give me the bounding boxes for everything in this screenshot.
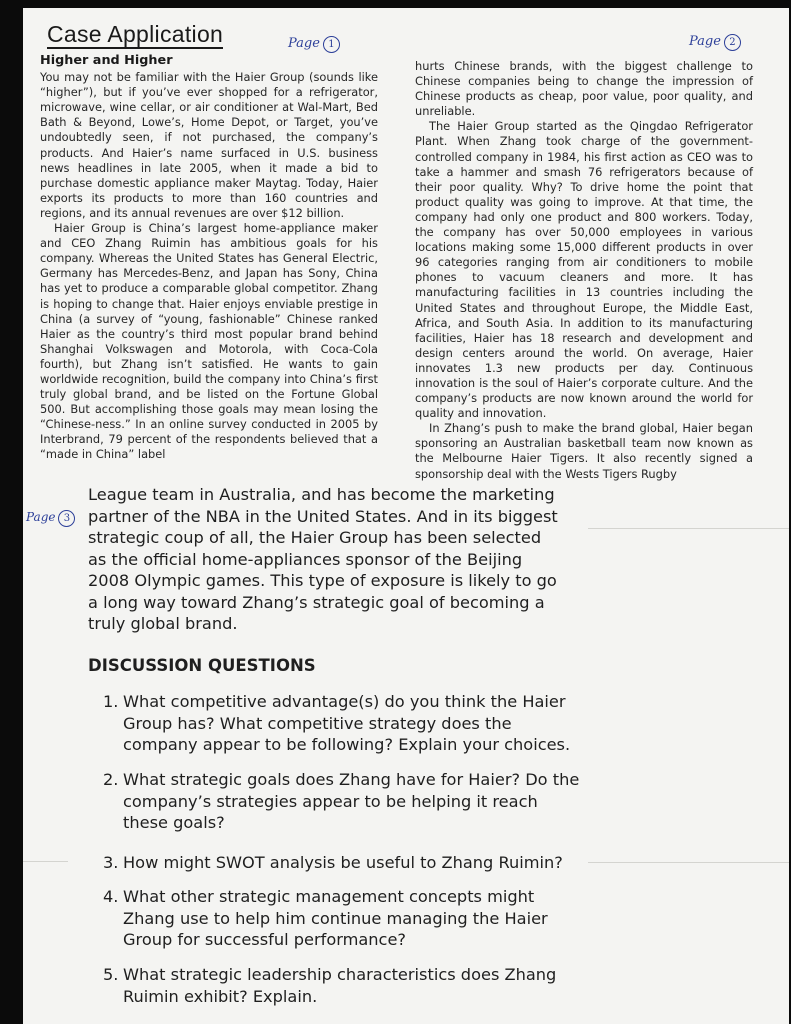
question-number: 4. xyxy=(103,887,119,906)
article-paragraph: Haier Group is China’s largest home-appliance maker and CEO Zhang Ruimin has ambitious goals for his company. Whereas the United States has General Electric, Germany has Mercedes-Benz, and Japan has Sony, China has yet to produce a comparable global competitor. Zhang is hoping to change that. Haier enjoys enviable prestige in China (a survey of “young, fashionable” Chinese ranked Haier as the country’s third most popular brand behind Shanghai Volkswagen and Motorola, with Coca-Cola fourth), but Zhang isn’t satisfied. He wants to gain worldwide recognition, build the company into China’s first truly global brand, and be listed on the Fortune Global 500. But accomplishing those goals may mean losing the “Chinese-ness.” In an online survey conducted in 2005 by Interbrand, 79 percent of the respondents believed that a “made in China” label xyxy=(40,221,378,462)
page-3-number: 3 xyxy=(58,510,75,527)
discussion-heading: DISCUSSION QUESTIONS xyxy=(88,656,316,675)
question-text: What other strategic management concepts might Zhang use to help him continue managing the Haier Group for successful performance? xyxy=(123,887,548,949)
page-1-annotation xyxy=(288,36,340,53)
page-3-annotation xyxy=(26,510,75,527)
page-1-number: 1 xyxy=(323,36,340,53)
article-continuation xyxy=(88,484,560,635)
section-heading: Case Application xyxy=(47,21,224,47)
scanned-page xyxy=(23,8,789,1024)
divider xyxy=(588,862,789,863)
article-paragraph: hurts Chinese brands, with the biggest challenge to Chinese companies being to change the impression of Chinese products as cheap, poor value, poor quality, and unreliable. xyxy=(415,59,753,119)
article-title: Higher and Higher xyxy=(40,53,173,68)
question-item xyxy=(103,964,583,1007)
question-item xyxy=(103,691,583,756)
question-number: 5. xyxy=(103,965,119,984)
article-paragraph: In Zhang’s push to make the brand global, Haier began sponsoring an Australian basketball team now known as the Melbourne Haier Tigers. It also recently signed a sponsorship deal with the Wests Tigers Rugby xyxy=(415,421,753,481)
question-text: What strategic goals does Zhang have for Haier? Do the company’s strategies appear to be helping it reach these goals? xyxy=(123,770,580,832)
question-text: What strategic leadership characteristics does Zhang Ruimin exhibit? Explain. xyxy=(123,965,557,1006)
page-2-word: Page xyxy=(689,34,721,49)
article-paragraph: You may not be familiar with the Haier Group (sounds like “higher”), but if you’ve ever shopped for a refrigerator, microwave, wine cellar, or air conditioner at Wal-Mart, Bed Bath & Beyond, Lowe’s, Home Depot, or Target, you’ve undoubtedly seen, if not purchased, the company’s products. And Haier’s name surfaced in U.S. business news headlines in late 2005, when it made a bid to purchase domestic appliance maker Maytag. Today, Haier exports its products to more than 160 countries and regions, and its annual revenues are over $12 billion. xyxy=(40,70,378,220)
article-column-right xyxy=(415,59,753,482)
article-column-left xyxy=(40,53,378,463)
page-1-word: Page xyxy=(288,36,320,51)
divider xyxy=(588,528,789,529)
article-paragraph: The Haier Group started as the Qingdao Refrigerator Plant. When Zhang took charge of the government-controlled company in 1984, his first action as CEO was to take a hammer and smash 76 refrigerators because of their poor quality. Why? To drive home the point that product quality was going to improve. At that time, the company had only one product and 800 workers. Today, the company has over 50,000 employees in various locations making some 15,000 different products in over 96 categories ranging from air conditioners to mobile phones to vacuum cleaners and more. It has manufacturing facilities in 13 countries including the United States and throughout Europe, the Middle East, Africa, and South Asia. In addition to its manufacturing facilities, Haier has 18 research and development and design centers around the world. On average, Haier innovates 1.3 new products per day. Continuous innovation is the soul of Haier’s corporate culture. And the company’s products are now known around the world for quality and innovation. xyxy=(415,119,753,421)
continuation-paragraph: League team in Australia, and has become the marketing partner of the NBA in the United States. And in its biggest strategic coup of all, the Haier Group has been selected as the official home-appliances sponsor of the Beijing 2008 Olympic games. This type of exposure is likely to go a long way toward Zhang’s strategic goal of becoming a truly global brand. xyxy=(88,485,558,633)
page-2-number: 2 xyxy=(724,34,741,51)
page-2-annotation xyxy=(689,34,741,51)
question-number: 1. xyxy=(103,692,119,711)
divider xyxy=(23,861,68,862)
page-3-word: Page xyxy=(26,510,56,524)
question-item xyxy=(103,852,583,874)
question-number: 2. xyxy=(103,770,119,789)
question-item xyxy=(103,886,583,951)
question-text: What competitive advantage(s) do you think the Haier Group has? What competitive strategy does the company appear to be following? Explain your choices. xyxy=(123,692,571,754)
question-number: 3. xyxy=(103,853,119,872)
question-text: How might SWOT analysis be useful to Zhang Ruimin? xyxy=(123,853,563,872)
question-item xyxy=(103,769,583,834)
